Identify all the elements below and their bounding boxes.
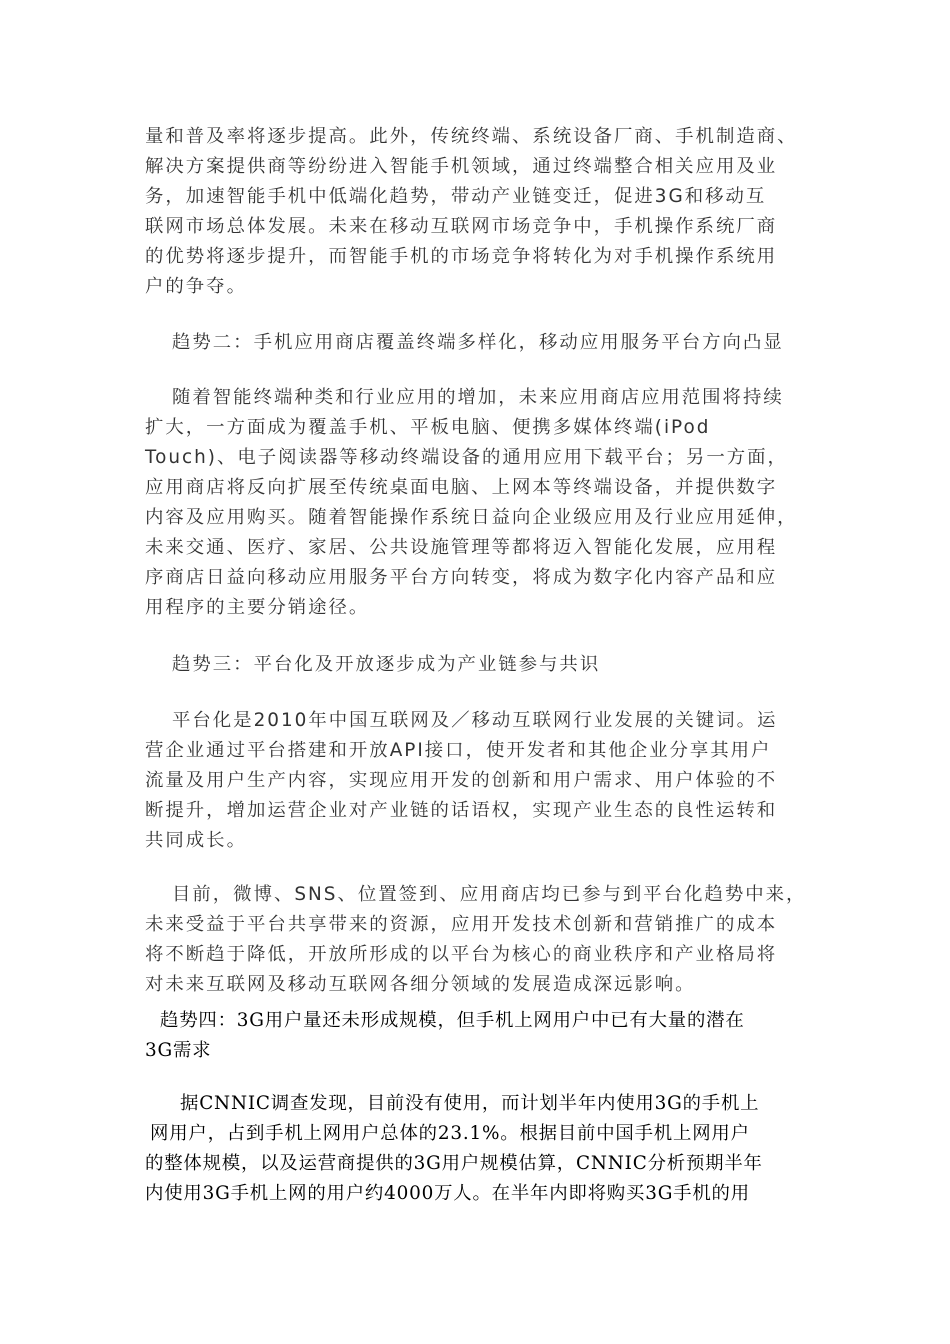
para5-line-2: 网用户，占到手机上网用户总体的23.1%。根据目前中国手机上网用户: [150, 1123, 750, 1144]
para1-line-5: 的优势将逐步提升，而智能手机的市场竞争将转化为对手机操作系统用: [145, 246, 778, 267]
trend-4-heading-line-1: 趋势四：3G用户量还未形成规模，但手机上网用户中已有大量的潜在: [160, 1010, 745, 1031]
para3-line-1: 平台化是2010年中国互联网及／移动互联网行业发展的关键词。运: [172, 710, 778, 731]
para2-line-5: 内容及应用购买。随着智能操作系统日益向企业级应用及行业应用延伸，: [145, 507, 798, 528]
para4-line-4: 对未来互联网及移动互联网各细分领域的发展造成深远影响。: [145, 974, 696, 995]
para4-line-1: 目前，微博、SNS、位置签到、应用商店均已参与到平台化趋势中来，: [172, 884, 807, 905]
para1-line-3: 务，加速智能手机中低端化趋势，带动产业链变迁，促进3G和移动互: [145, 186, 767, 207]
para2-line-4: 应用商店将反向扩展至传统桌面电脑、上网本等终端设备，并提供数字: [145, 477, 778, 498]
trend-2-heading: 趋势二：手机应用商店覆盖终端多样化，移动应用服务平台方向凸显: [172, 332, 784, 353]
para2-line-1: 随着智能终端种类和行业应用的增加，未来应用商店应用范围将持续: [172, 387, 784, 408]
para1-line-4: 联网市场总体发展。未来在移动互联网市场竞争中，手机操作系统厂商: [145, 216, 778, 237]
para2-line-8: 用程序的主要分销途径。: [145, 597, 370, 618]
para2-line-2: 扩大，一方面成为覆盖手机、平板电脑、便携多媒体终端(iPod: [145, 417, 711, 438]
para2-line-3: Touch)、电子阅读器等移动终端设备的通用应用下载平台；另一方面，: [145, 447, 788, 468]
para1-line-2: 解决方案提供商等纷纷进入智能手机领域，通过终端整合相关应用及业: [145, 156, 778, 177]
para4-line-2: 未来受益于平台共享带来的资源，应用开发技术创新和营销推广的成本: [145, 914, 778, 935]
para2-line-7: 序商店日益向移动应用服务平台方向转变，将成为数字化内容产品和应: [145, 567, 778, 588]
para1-line-6: 户的争夺。: [145, 276, 247, 297]
para3-line-5: 共同成长。: [145, 830, 247, 851]
para4-line-3: 将不断趋于降低，开放所形成的以平台为核心的商业秩序和产业格局将: [145, 944, 778, 965]
para3-line-2: 营企业通过平台搭建和开放API接口，使开发者和其他企业分享其用户: [145, 740, 772, 761]
para5-line-4: 内使用3G手机上网的用户约4000万人。在半年内即将购买3G手机的用: [145, 1183, 750, 1204]
para3-line-3: 流量及用户生产内容，实现应用开发的创新和用户需求、用户体验的不: [145, 770, 778, 791]
para1-line-1: 量和普及率将逐步提高。此外，传统终端、系统设备厂商、手机制造商、: [145, 126, 798, 147]
para3-line-4: 断提升，增加运营企业对产业链的话语权，实现产业生态的良性运转和: [145, 800, 778, 821]
para2-line-6: 未来交通、医疗、家居、公共设施管理等都将迈入智能化发展，应用程: [145, 537, 778, 558]
trend-4-heading-line-2: 3G需求: [145, 1040, 212, 1061]
para5-line-3: 的整体规模，以及运营商提供的3G用户规模估算，CNNIC分析预期半年: [145, 1153, 763, 1174]
trend-3-heading: 趋势三：平台化及开放逐步成为产业链参与共识: [172, 654, 601, 675]
para5-line-1: 据CNNIC调查发现，目前没有使用，而计划半年内使用3G的手机上: [180, 1093, 760, 1114]
